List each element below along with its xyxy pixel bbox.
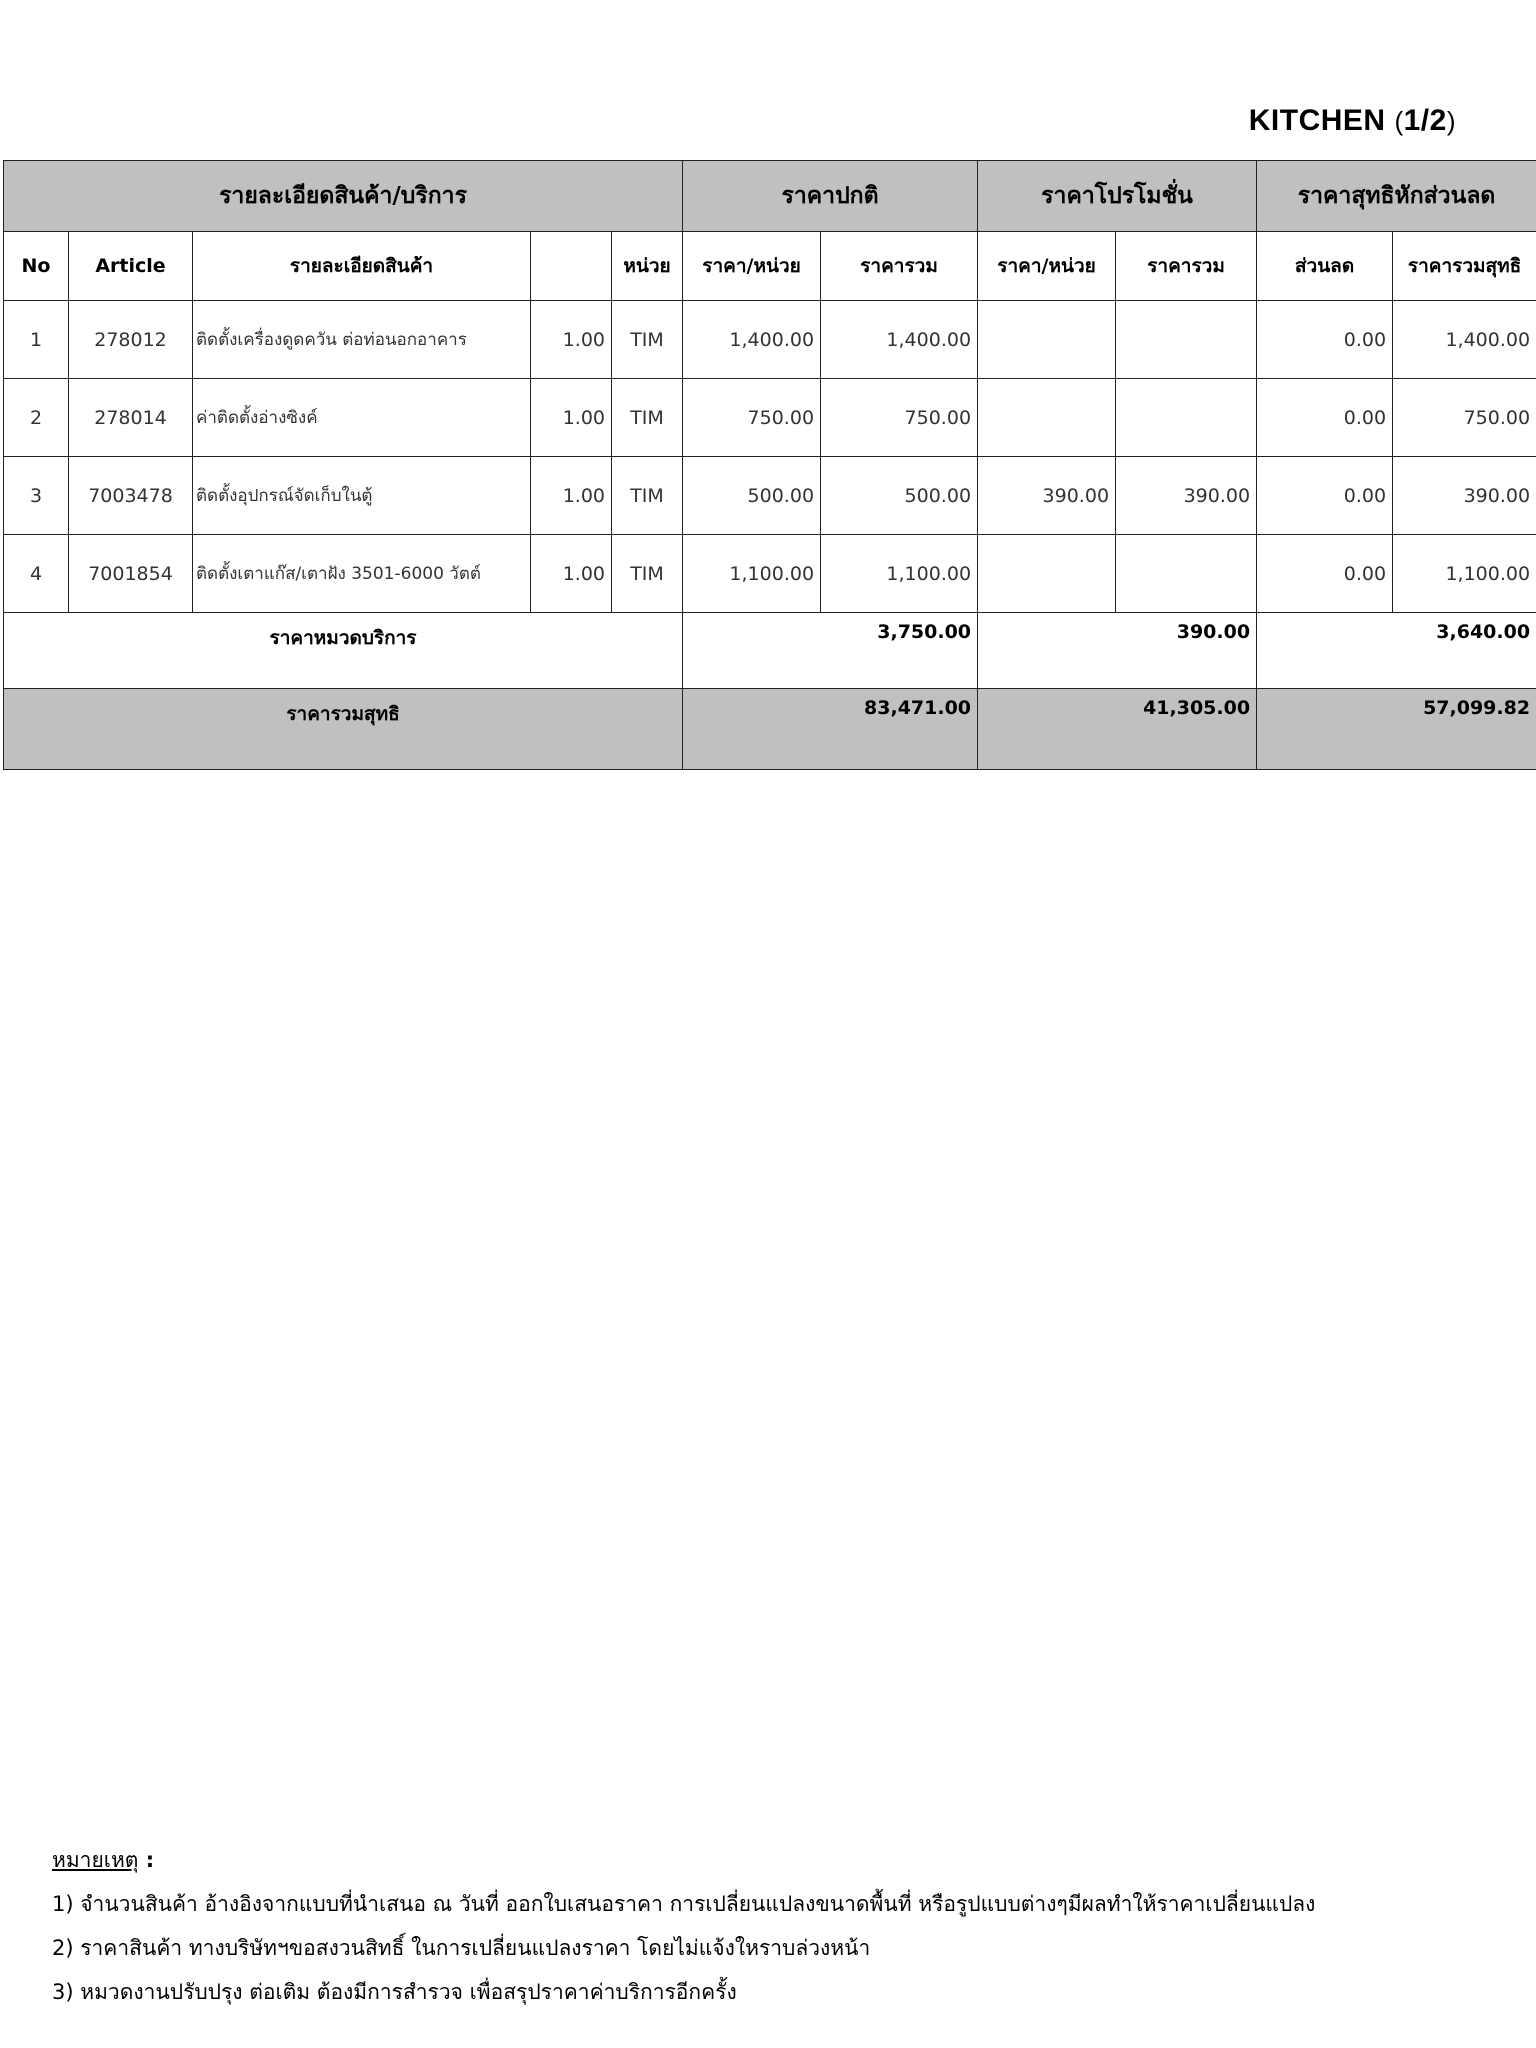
- header-qty: [531, 232, 612, 301]
- cell-qty: 1.00: [531, 379, 612, 457]
- subtotal-label: ราคาหมวดบริการ: [4, 613, 683, 689]
- cell-net: 390.00: [1393, 457, 1536, 535]
- header-detail: รายละเอียดสินค้า: [193, 232, 531, 301]
- cell-net: 1,100.00: [1393, 535, 1536, 613]
- header-discount: ส่วนลด: [1257, 232, 1393, 301]
- cell-unit: TIM: [612, 535, 683, 613]
- header-total: ราคารวม: [821, 232, 978, 301]
- cell-promo-unit: [978, 301, 1116, 379]
- cell-no: 1: [4, 301, 69, 379]
- subtotal-normal: 3,750.00: [683, 613, 978, 689]
- cell-promo-unit: [978, 535, 1116, 613]
- cell-unit: TIM: [612, 457, 683, 535]
- header-group-row: [4, 161, 1536, 232]
- cell-unit-price: 500.00: [683, 457, 821, 535]
- cell-net: 750.00: [1393, 379, 1536, 457]
- title-main: KITCHEN: [1248, 104, 1395, 137]
- cell-article: 7001854: [69, 535, 193, 613]
- notes-colon: :: [138, 1848, 155, 1872]
- cell-discount: 0.00: [1257, 535, 1393, 613]
- subtotal-row: [4, 613, 1536, 689]
- cell-article: 7003478: [69, 457, 193, 535]
- header-promo-total: ราคารวม: [1116, 232, 1257, 301]
- title-fraction: 1/2: [1403, 104, 1447, 137]
- cell-promo-total: 390.00: [1116, 457, 1257, 535]
- cell-total: 750.00: [821, 379, 978, 457]
- grand-total-row: [4, 689, 1536, 770]
- cell-no: 3: [4, 457, 69, 535]
- cell-promo-total: [1116, 535, 1257, 613]
- table-row: [4, 457, 1536, 535]
- cell-unit-price: 1,400.00: [683, 301, 821, 379]
- cell-article: 278014: [69, 379, 193, 457]
- page-title: [1249, 104, 1456, 138]
- cell-desc: ติดตั้งเตาแก๊ส/เตาฝัง 3501-6000 วัตต์: [193, 535, 531, 613]
- table-row: [4, 301, 1536, 379]
- grand-total-net: 57,099.82: [1257, 689, 1536, 770]
- cell-promo-total: [1116, 379, 1257, 457]
- title-paren-open: (: [1394, 106, 1404, 136]
- cell-no: 4: [4, 535, 69, 613]
- cell-unit: TIM: [612, 379, 683, 457]
- grand-total-promo: 41,305.00: [978, 689, 1257, 770]
- header-promo-price: ราคาโปรโมชั่น: [978, 161, 1257, 232]
- cell-promo-unit: [978, 379, 1116, 457]
- cell-qty: 1.00: [531, 535, 612, 613]
- cell-unit-price: 1,100.00: [683, 535, 821, 613]
- header-sub-row: [4, 232, 1536, 301]
- title-paren-close: ): [1446, 106, 1456, 136]
- note-line: 1) จำนวนสินค้า อ้างอิงจากแบบที่นำเสนอ ณ วันที่ ออกใบเสนอราคา การเปลี่ยนแปลงขนาดพื้นที่ หรือรูปแบบต่างๆมีผลทำให้ราคาเปลี่ยนแปลง: [52, 1892, 1316, 1916]
- cell-promo-total: [1116, 301, 1257, 379]
- header-no: No: [4, 232, 69, 301]
- grand-total-label: ราคารวมสุทธิ: [4, 689, 683, 770]
- cell-qty: 1.00: [531, 457, 612, 535]
- header-normal-price: ราคาปกติ: [683, 161, 978, 232]
- header-promo-unit-price: ราคา/หน่วย: [978, 232, 1116, 301]
- cell-discount: 0.00: [1257, 301, 1393, 379]
- notes-section: [52, 1838, 1492, 2014]
- quotation-table: [3, 160, 1536, 770]
- cell-net: 1,400.00: [1393, 301, 1536, 379]
- header-net-price: ราคาสุทธิหักส่วนลด: [1257, 161, 1536, 232]
- cell-desc: ติดตั้งอุปกรณ์จัดเก็บในตู้: [193, 457, 531, 535]
- header-detail-group: รายละเอียดสินค้า/บริการ: [4, 161, 683, 232]
- note-line: 3) หมวดงานปรับปรุง ต่อเติม ต้องมีการสำรวจ เพื่อสรุปราคาค่าบริการอีกครั้ง: [52, 1980, 737, 2004]
- cell-article: 278012: [69, 301, 193, 379]
- header-article: Article: [69, 232, 193, 301]
- cell-desc: ค่าติดตั้งอ่างซิงค์: [193, 379, 531, 457]
- table-row: [4, 379, 1536, 457]
- header-unit: หน่วย: [612, 232, 683, 301]
- cell-unit: TIM: [612, 301, 683, 379]
- notes-title: หมายเหตุ: [52, 1848, 139, 1872]
- cell-total: 1,100.00: [821, 535, 978, 613]
- header-net-total: ราคารวมสุทธิ: [1393, 232, 1536, 301]
- grand-total-normal: 83,471.00: [683, 689, 978, 770]
- cell-discount: 0.00: [1257, 457, 1393, 535]
- cell-no: 2: [4, 379, 69, 457]
- cell-desc: ติดตั้งเครื่องดูดควัน ต่อท่อนอกอาคาร: [193, 301, 531, 379]
- cell-qty: 1.00: [531, 301, 612, 379]
- cell-promo-unit: 390.00: [978, 457, 1116, 535]
- note-line: 2) ราคาสินค้า ทางบริษัทฯขอสงวนสิทธิ์ ในการเปลี่ยนแปลงราคา โดยไม่แจ้งใหราบล่วงหน้า: [52, 1936, 871, 1960]
- cell-discount: 0.00: [1257, 379, 1393, 457]
- header-unit-price: ราคา/หน่วย: [683, 232, 821, 301]
- cell-total: 1,400.00: [821, 301, 978, 379]
- cell-unit-price: 750.00: [683, 379, 821, 457]
- subtotal-promo: 390.00: [978, 613, 1257, 689]
- cell-total: 500.00: [821, 457, 978, 535]
- notes-heading: [52, 1838, 1492, 1882]
- table-row: [4, 535, 1536, 613]
- subtotal-net: 3,640.00: [1257, 613, 1536, 689]
